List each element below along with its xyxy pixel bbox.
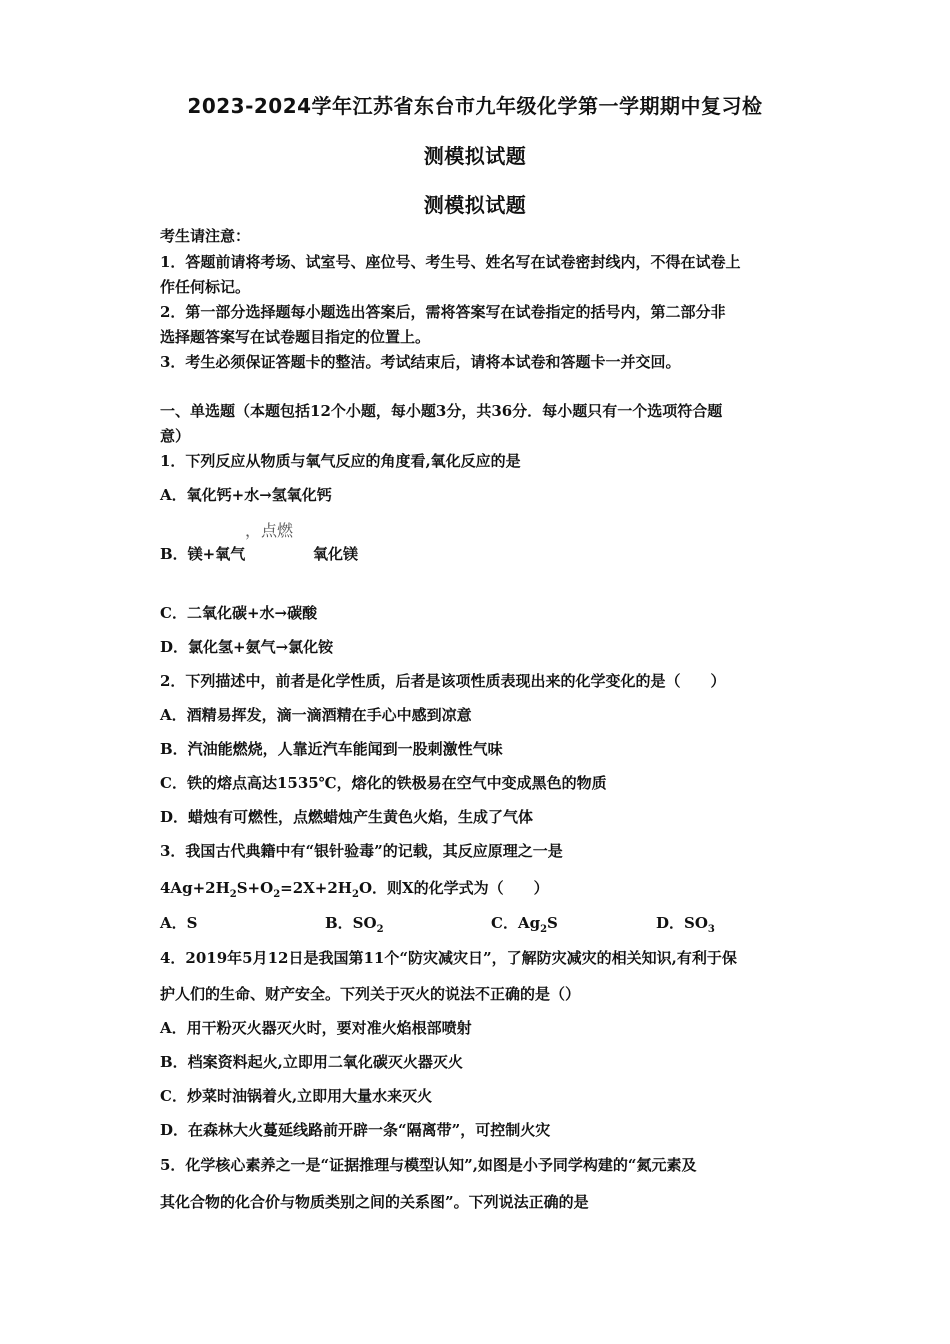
q3-eq-mid2: =2X+2H xyxy=(280,879,352,897)
q4-stem-a: 4．2019年5月12日是我国第11个“防灾减灾日”，了解防灾减灾的相关知识,有利于保 xyxy=(160,949,737,967)
q1-option-c: C．二氧化碳+水→碳酸 xyxy=(160,604,318,622)
q3-option-c xyxy=(491,913,558,940)
q4-stem-b: 护人们的生命、财产安全。下列关于灭火的说法不正确的是（） xyxy=(160,985,581,1003)
q2-option-a: A．酒精易挥发，滴一滴酒精在手心中感到凉意 xyxy=(160,706,472,724)
q3-eq-sub2: 2 xyxy=(273,889,281,900)
q3-option-c-post: S xyxy=(547,914,558,932)
q3-option-b-sub: 2 xyxy=(376,924,384,935)
q1-option-b-left: B．镁+氧气 xyxy=(160,545,246,563)
q3-eq-mid1: S+O xyxy=(236,879,274,897)
notice-item-1a: 1．答题前请将考场、试室号、座位号、考生号、姓名写在试卷密封线内，不得在试卷上 xyxy=(160,253,741,271)
q3-stem: 3．我国古代典籍中有“银针验毒”的记载，其反应原理之一是 xyxy=(160,842,563,860)
q3-option-b xyxy=(325,913,384,940)
q3-eq-pre: 4Ag+2H xyxy=(160,879,230,897)
notice-heading: 考生请注意： xyxy=(160,227,251,245)
section-heading-b: 意） xyxy=(160,427,191,445)
q3-option-d-sub: 3 xyxy=(707,924,715,935)
q1-reaction-condition: ，点燃 xyxy=(245,521,294,540)
q5-stem-a: 5．化学核心素养之一是“证据推理与模型认知”,如图是小予同学构建的“氮元素及 xyxy=(160,1156,697,1174)
notice-item-2a: 2．第一部分选择题每小题选出答案后，需将答案写在试卷指定的括号内，第二部分非 xyxy=(160,303,726,321)
notice-item-3: 3．考生必须保证答题卡的整洁。考试结束后，请将本试卷和答题卡一并交回。 xyxy=(160,353,681,371)
q4-option-b: B．档案资料起火,立即用二氧化碳灭火器灭火 xyxy=(160,1053,463,1071)
q2-option-d: D．蜡烛有可燃性，点燃蜡烛产生黄色火焰，生成了气体 xyxy=(160,808,534,826)
q3-option-b-text: B．SO xyxy=(325,914,377,932)
q4-option-c: C．炒菜时油锅着火,立即用大量水来灭火 xyxy=(160,1087,433,1105)
q3-eq-sub1: 2 xyxy=(229,889,237,900)
q3-eq-sub3: 2 xyxy=(351,889,359,900)
exam-title-line3: 测模拟试题 xyxy=(423,193,527,217)
notice-item-2b: 选择题答案写在试卷题目指定的位置上。 xyxy=(160,328,431,346)
q3-option-d-text: D．SO xyxy=(656,914,708,932)
q2-option-c: C．铁的熔点高达1535℃，熔化的铁极易在空气中变成黑色的物质 xyxy=(160,774,607,792)
q1-option-b-right: 氧化镁 xyxy=(313,545,359,563)
section-heading-a: 一、单选题（本题包括12个小题，每小题3分，共36分．每小题只有一个选项符合题 xyxy=(160,402,723,420)
q1-stem: 1．下列反应从物质与氧气反应的角度看,氧化反应的是 xyxy=(160,452,521,470)
q3-eq-post: O．则X的化学式为（ ） xyxy=(358,879,549,897)
q2-option-b: B．汽油能燃烧，人靠近汽车能闻到一股刺激性气味 xyxy=(160,740,503,758)
exam-title-line1: 2023-2024学年江苏省东台市九年级化学第一学期期中复习检 xyxy=(187,94,763,118)
q3-option-c-text: C．Ag xyxy=(491,914,541,932)
q3-option-a: A．S xyxy=(160,914,198,932)
q5-stem-b: 其化合物的化合价与物质类别之间的关系图”。下列说法正确的是 xyxy=(160,1193,589,1211)
notice-item-1b: 作任何标记。 xyxy=(160,278,251,296)
q4-option-d: D．在森林大火蔓延线路前开辟一条“隔离带”，可控制火灾 xyxy=(160,1121,551,1139)
exam-title-line2: 测模拟试题 xyxy=(423,144,527,168)
q2-stem: 2．下列描述中，前者是化学性质，后者是该项性质表现出来的化学变化的是（ ） xyxy=(160,672,726,690)
q1-option-d: D．氯化氢+氨气→氯化铵 xyxy=(160,638,334,656)
q3-option-c-sub: 2 xyxy=(540,924,548,935)
q3-equation xyxy=(160,878,549,905)
q1-option-a: A．氧化钙+水→氢氧化钙 xyxy=(160,486,332,504)
q3-option-d xyxy=(656,913,715,940)
q4-option-a: A．用干粉灭火器灭火时，要对准火焰根部喷射 xyxy=(160,1019,472,1037)
